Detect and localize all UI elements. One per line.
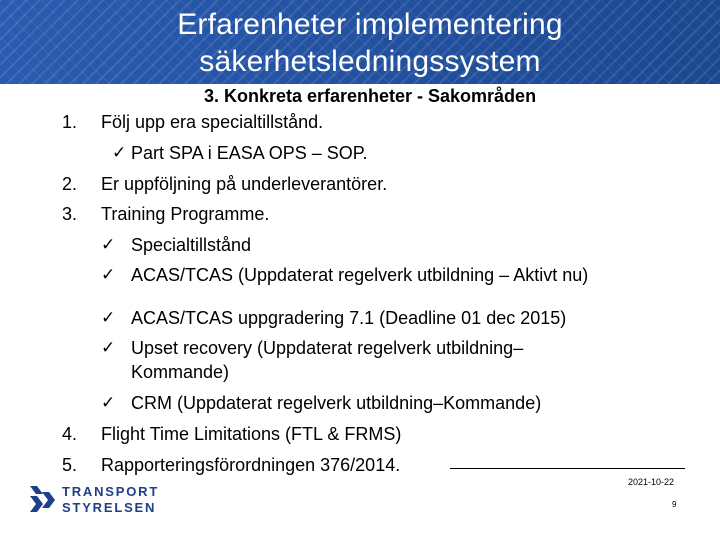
item-text: Training Programme.: [101, 204, 270, 224]
item-text: Upset recovery (Uppdaterat regelverk utbildning–: [131, 338, 524, 358]
check-icon: ✓: [101, 338, 116, 358]
check-icon: ✓: [101, 393, 116, 413]
transportstyrelsen-logo: [28, 480, 158, 518]
item-text: Kommande): [131, 362, 230, 382]
title-line-1: Erfarenheter implementering: [177, 8, 563, 41]
slide-date: 2021-10-22: [628, 477, 675, 487]
item-number: 3.: [62, 204, 78, 224]
item-text: Följ upp era specialtillstånd.: [101, 112, 324, 132]
item-number: 1.: [62, 112, 78, 132]
check-icon: ✓: [101, 265, 116, 285]
item-text: ACAS/TCAS uppgradering 7.1 (Deadline 01 dec 2015): [131, 308, 567, 328]
check-icon: ✓: [101, 235, 116, 255]
slide-title: [0, 6, 720, 80]
title-banner: [0, 0, 720, 84]
check-icon: ✓: [101, 308, 116, 328]
item-text: Flight Time Limitations (FTL & FRMS): [101, 424, 402, 444]
logo-text-line-2: STYRELSEN: [62, 500, 157, 515]
check-icon: ✓: [112, 143, 127, 163]
footer-divider: [450, 468, 685, 469]
item-text: Er uppföljning på underleverantörer.: [101, 174, 388, 194]
item-text: CRM (Uppdaterat regelverk utbildning–Kommande): [131, 393, 542, 413]
item-text: Rapporteringsförordningen 376/2014.: [101, 455, 401, 475]
item-number: 2.: [62, 174, 78, 194]
page-number: 9: [672, 500, 677, 509]
item-text: Part SPA i EASA OPS – SOP.: [131, 143, 368, 163]
logo-mark-icon: [28, 482, 58, 518]
title-line-2: säkerhetsledningssystem: [199, 45, 541, 78]
item-text: ACAS/TCAS (Uppdaterat regelverk utbildning – Aktivt nu): [131, 265, 589, 285]
item-number: 5.: [62, 455, 78, 475]
item-number: 4.: [62, 424, 78, 444]
logo-text-line-1: TRANSPORT: [62, 484, 160, 499]
slide-subtitle: 3. Konkreta erfarenheter - Sakområden: [203, 86, 537, 106]
item-text: Specialtillstånd: [131, 235, 252, 255]
